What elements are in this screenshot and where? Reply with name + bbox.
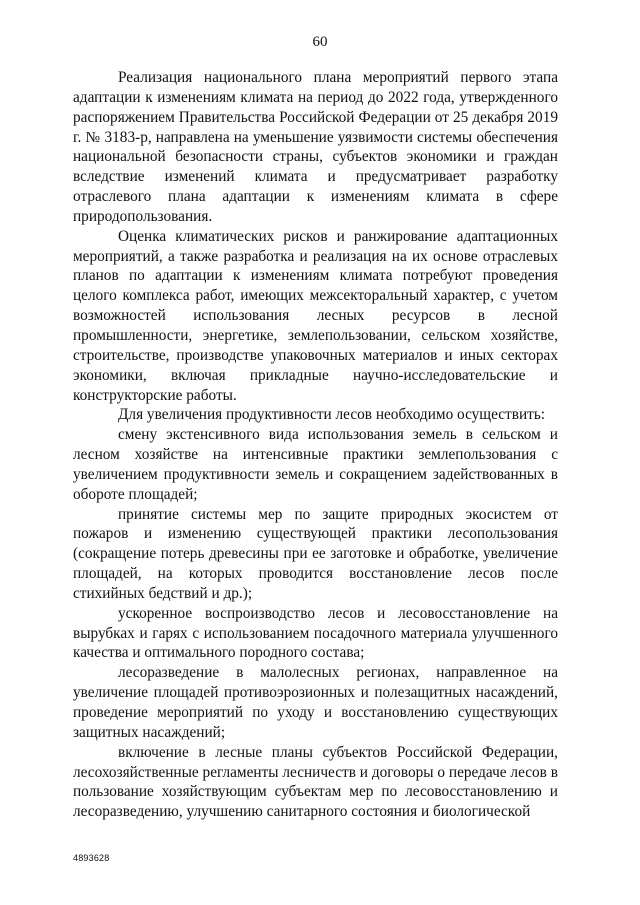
document-code: 4893628 [73,853,110,863]
list-item-reforestation: ускоренное воспроизводство лесов и лесовосстановление на вырубках и гарях с использованием посадочного материала улучшенного качества и оптимального породного состава; [73,604,558,662]
paragraph-climate-plan: Реализация национального плана мероприятий первого этапа адаптации к изменениям климата на период до 2022 года, утвержденного распоряжением Правительства Российской Федерации от 25 декабря 2019 г. № 3183-р, направлена на уменьшение уязвимости системы обеспечения национальной безопасности страны, субъектов экономики и граждан вследствие изменений климата и предусматривает разработку отраслевого плана адаптации к изменениям климата в сфере природопользования. [73,69,558,225]
list-item-land-use: смену экстенсивного вида использования земель в сельском и лесном хозяйстве на интенсивные практики землепользования с увеличением продуктивности земель и сокращением задействованных в обороте площадей; [73,426,558,503]
document-body [73,68,558,822]
list-item-afforestation: лесоразведение в малолесных регионах, направленное на увеличение площадей противоэрозионных и полезащитных насаждений, проведение мероприятий по уходу и восстановлению существующих защитных насаждений; [73,664,558,741]
paragraph-risk-assessment: Оценка климатических рисков и ранжирование адаптационных мероприятий, а также разработка и реализация на их основе отраслевых планов по адаптации к изменениям климата потребуют проведения целого комплекса работ, имеющих межсекторальный характер, с учетом возможностей использования лесных ресурсов в лесной промышленности, энергетике, землепользовании, сельском хозяйстве, строительстве, производстве упаковочных материалов и иных секторах экономики, включая прикладные научно-исследовательские и конструкторские работы. [73,227,558,404]
list-item-fire-protection: принятие системы мер по защите природных экосистем от пожаров и изменению существующей практики лесопользования (сокращение потерь древесины при ее заготовке и обработке, увеличение площадей, на которых проводится восстановление лесов после стихийных бедствий и др.); [73,505,558,602]
page-number: 60 [312,34,328,50]
paragraph-productivity-intro: Для увеличения продуктивности лесов необходимо осуществить: [118,406,546,424]
list-item-forest-plans: включение в лесные планы субъектов Российской Федерации, лесохозяйственные регламенты лесничеств и договоры о передаче лесов в пользование хозяйствующим субъектам мер по лесовосстановлению и лесоразведению, улучшению санитарного состояния и биологической [73,743,558,821]
